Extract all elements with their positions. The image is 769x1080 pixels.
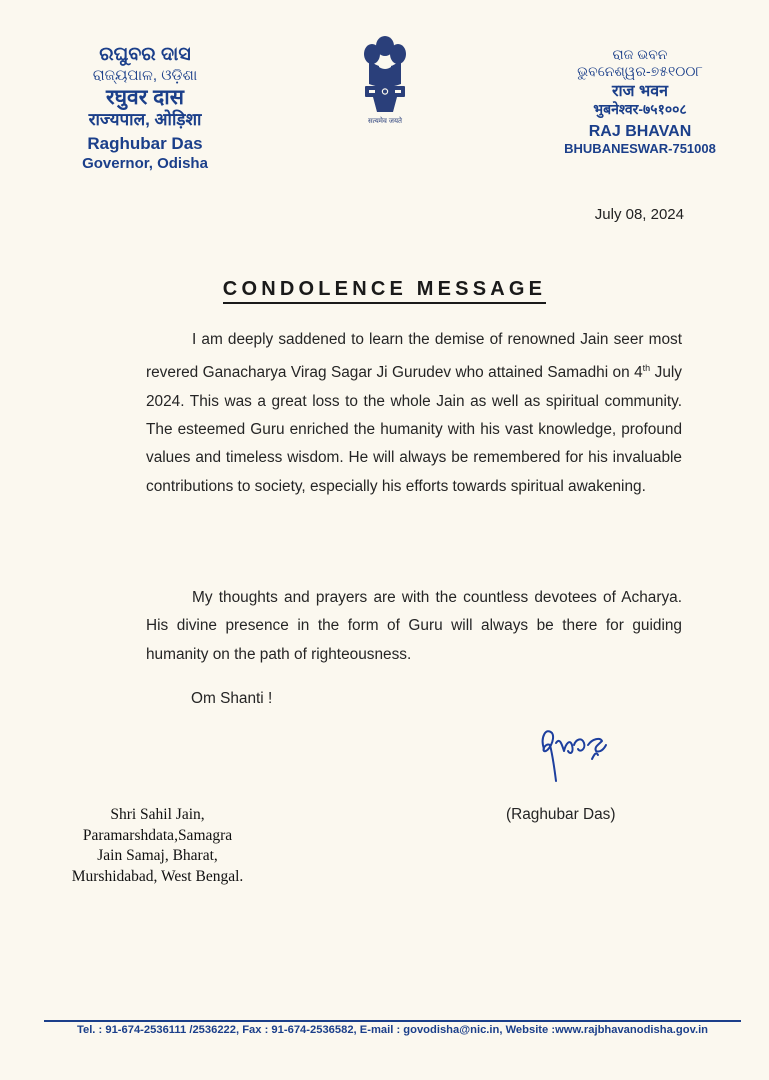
footer-contact: Tel. : 91-674-2536111 /2536222, Fax : 91-674-2536582, E-mail : govodisha@nic.in, Website :www.rajbhavanodisha.gov.in [76, 1024, 709, 1036]
p1-text-a: I am deeply saddened to learn the demise of renowned Jain seer most revered Ganacharya Virag Sagar Ji Gurudev who attained Samadhi on 4 [146, 331, 682, 382]
recipient-line-2: Paramarshdata,Samagra [82, 826, 233, 844]
odia-office: ରାଜ ଭବନ [612, 46, 668, 62]
english-title: Governor, Odisha [82, 154, 208, 172]
hindi-address: भुबनेश्वर-७५१००८ [593, 100, 687, 117]
emblem-motto: सत्यमेव जयते [367, 118, 403, 125]
emblem [350, 34, 420, 134]
letter-date: July 08, 2024 [594, 206, 684, 223]
english-office: RAJ BHAVAN [588, 122, 692, 140]
recipient-line-1: Shri Sahil Jain, [110, 806, 205, 823]
odia-title: ରାଜ୍ୟପାଳ, ଓଡ଼ିଶା [92, 66, 198, 84]
odia-address: ଭୁବନେଶ୍ୱର-୭୫୧୦୦୮ [577, 62, 703, 79]
english-address: BHUBANESWAR-751008 [564, 140, 716, 156]
hindi-name: रघुवर दास [106, 85, 184, 109]
hindi-title: राज्यपाल, ओड़िशा [88, 109, 202, 129]
handwritten-signature [530, 715, 630, 785]
odia-name: ରଘୁବର ଦାସ [99, 44, 191, 65]
body-paragraph-1 [146, 326, 682, 501]
closing-line: Om Shanti ! [191, 690, 273, 707]
footer-divider [44, 1020, 741, 1022]
recipient-line-4: Murshidabad, West Bengal. [71, 867, 244, 885]
hindi-office: राज भवन [611, 82, 669, 100]
p1-superscript: th [642, 363, 651, 374]
recipient-line-3: Jain Samaj, Bharat, [97, 847, 218, 864]
national-emblem-icon [359, 34, 411, 116]
letterhead-left [60, 44, 230, 173]
recipient-address [50, 805, 265, 887]
signer-name: (Raghubar Das) [506, 806, 616, 823]
signature-icon [530, 715, 630, 785]
body-paragraph-2: My thoughts and prayers are with the countless devotees of Acharya. His divine presence in the form of Guru will always be there for guiding humanity on the path of righteousness. [146, 589, 682, 663]
english-name: Raghubar Das [87, 134, 203, 154]
page-title-text: CONDOLENCE MESSAGE [223, 278, 546, 304]
letterhead-right [540, 46, 740, 156]
page-title [0, 278, 769, 301]
p1-text-b: July 2024. This was a great loss to the whole Jain as well as spiritual community. The esteemed Guru enriched the humanity with his vast knowledge, profound values and timeless wisdom. He will always be remembered for his invaluable contributions to society, especially his efforts towards spiritual awakening. [146, 364, 682, 495]
